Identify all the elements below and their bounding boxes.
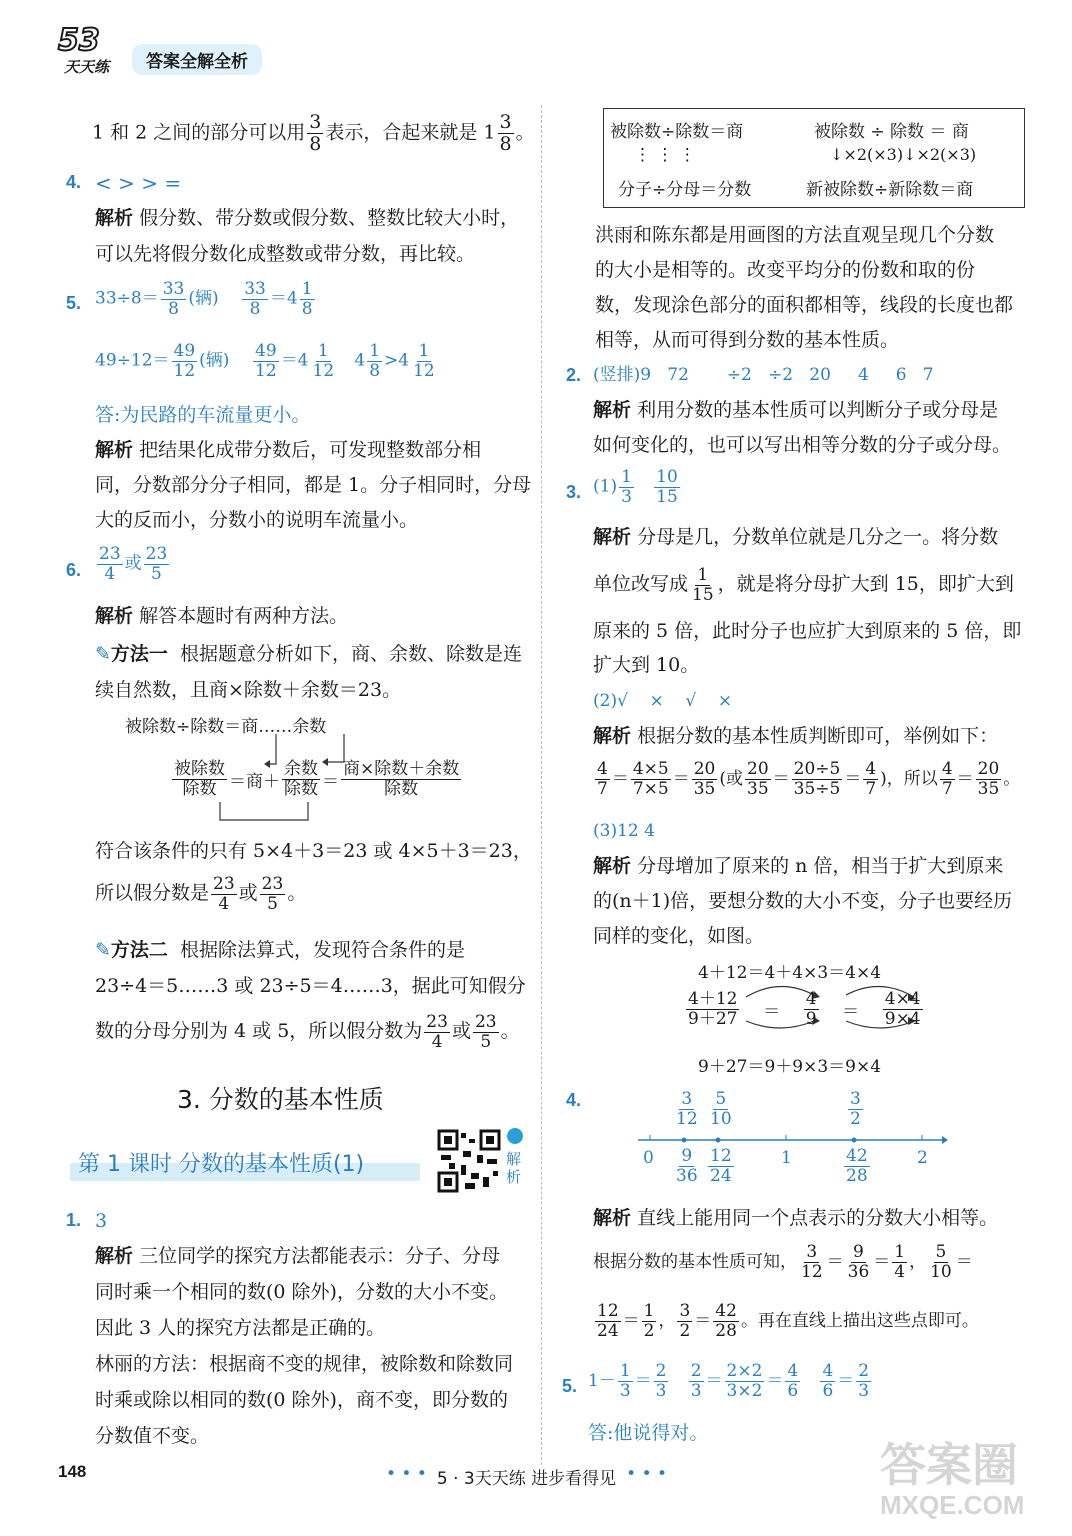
fig-top: 4＋12＝4＋4×3＝4×4	[698, 963, 882, 983]
comparison-box	[603, 108, 1025, 208]
nl-top-3: $\frac{3}{2}$	[850, 1089, 861, 1129]
q5-number: 5.	[66, 293, 82, 313]
r-q4-number: 4.	[566, 1090, 582, 1110]
q4-analysis: 解析 假分数、带分数或假分数、整数比较大小时，	[95, 207, 520, 229]
division-diagram-top: 被除数÷除数＝商……余数	[125, 717, 327, 737]
q5-line2: 49÷12＝ $\frac{49}{12}$ (辆) $\frac{49}{12}$ ＝4 $\frac{1}{12}$ 4 $\frac{1}{8}$ >4 $\frac{1}{12}$	[95, 341, 435, 381]
r-q3-equation: $\frac{4}{7}$ ＝ $\frac{4\times 5}{7\times 5}$ ＝ $\frac{20}{35}$ (或 $\frac{20}{35}$ ＝ $\frac{20\div 5}{35\div 5}$ ＝ $\frac{4}{7}$ )，所以 $\frac{4}{7}$ ＝ $\frac{20}{35}$ 。	[597, 759, 1021, 799]
q1-answer: 3	[95, 1210, 108, 1232]
box-row1-right: 被除数 ÷ 除数 ＝ 商	[814, 122, 969, 142]
q4-number: 4.	[66, 172, 82, 192]
fig-equation: $\frac{4+12}{9+27}$ ＝ $\frac{4}{9}$ ＝ $\frac{4\times 4}{9\times 4}$	[688, 989, 921, 1029]
footer-slogan-row	[386, 1464, 667, 1489]
q6-method1-l4: 所以假分数是 $\frac{23}{4}$ 或 $\frac{23}{5}$ 。	[95, 874, 307, 914]
page-number: 148	[58, 1462, 87, 1481]
point-three-halves	[852, 1138, 857, 1143]
intro-line: 1 和 2 之间的部分可以用 $\frac{3}{8}$ 表示，合起来就是 1 $\frac{3}{8}$ 。	[92, 111, 535, 155]
q6-method1: ✎方法一 根据题意分析如下，商、余数、除数是连	[95, 643, 523, 665]
r-q3-analysis-l4: 扩大到 10。	[593, 654, 700, 676]
r-q3-analysis3-l3: 同样的变化，如图。	[593, 925, 765, 947]
r-q5-number: 5.	[562, 1376, 578, 1396]
fig-bottom: 9＋27＝9＋9×3＝9×4	[698, 1057, 882, 1077]
q5-line1: 33÷8＝ $\frac{33}{8}$ (辆) $\frac{33}{8}$ ＝4 $\frac{1}{8}$	[95, 279, 313, 319]
box-row2-left: ⋮ ⋮ ⋮	[634, 145, 696, 165]
point-half	[716, 1138, 721, 1143]
q6-method2: ✎方法二 根据除法算式，发现符合条件的是	[95, 939, 466, 961]
svg-text:天天练: 天天练	[64, 58, 110, 76]
r-q3-analysis3: 解析 分母增加了原来的 n 倍，相当于扩大到原来	[593, 855, 1004, 877]
r-q4-analysis-l3: $\frac{12}{24}$ ＝ $\frac{1}{2}$ ， $\frac{3}{2}$ ＝ $\frac{42}{28}$ 。再在直线上描出这些点即可。	[597, 1301, 979, 1341]
r-q4-analysis-l2: 根据分数的基本性质可知， $\frac{3}{12}$ ＝ $\frac{9}{36}$ ＝ $\frac{1}{4}$ ， $\frac{5}{10}$ ＝	[593, 1242, 973, 1282]
r-q3-analysis-l3: 原来的 5 倍，此时分子也应扩大到原来的 5 倍，即	[593, 620, 1022, 642]
division-equation: $\frac{\text{被除数}}{\text{除数}}$ ＝商＋ $\frac{\text{余数}}{\text{除数}}$ ＝ $\frac{\text{商×除数＋余数}}{\text{除数}}$	[174, 759, 460, 799]
q1-analysis-l3: 因此 3 人的探究方法都是正确的。	[95, 1317, 386, 1339]
r-q3-analysis3-l2: 的(n＋1)倍，要想分数的大小不变，分子也要经历	[593, 890, 1013, 912]
nl-tick-2: 2	[917, 1148, 928, 1168]
q6-method2-l2: 23÷4＝5……3 或 23÷5＝4……3，据此可知假分	[95, 975, 526, 997]
box-row3-right: 新被除数÷新除数＝商	[806, 180, 974, 200]
point-quarter	[682, 1138, 687, 1143]
nl-bottom-3: $\frac{42}{28}$	[846, 1146, 868, 1186]
svg-text:53: 53	[58, 23, 100, 58]
box-row1-left: 被除数÷除数＝商	[610, 122, 744, 142]
r-q3-part3: (3)12 4	[593, 821, 655, 841]
q6-analysis: 解析 解答本题时有两种方法。	[95, 605, 349, 627]
play-icon[interactable]	[507, 1128, 523, 1144]
r-q2-analysis-l2: 如何变化的，也可以写出相等分数的分子或分母。	[593, 434, 1012, 456]
section-title: 3. 分数的基本性质	[177, 1085, 384, 1114]
q6-method2-l3: 数的分母分别为 4 或 5，所以假分数为 $\frac{23}{4}$ 或 $\frac{23}{5}$ 。	[95, 1012, 520, 1052]
nl-tick-0: 0	[643, 1148, 654, 1168]
nl-bottom-2: $\frac{12}{24}$	[710, 1146, 732, 1186]
para-l4: 相等，从而可得到分数的基本性质。	[595, 329, 900, 351]
box-row3-left: 分子÷分母＝分数	[618, 180, 752, 200]
q4-answer: < > > =	[95, 171, 182, 195]
qr-label: 解析	[506, 1150, 522, 1186]
nl-top-1: $\frac{3}{12}$	[676, 1089, 698, 1129]
r-q5-equation: 1－ $\frac{1}{3}$ ＝ $\frac{2}{3}$ $\frac{2}{3}$ ＝ $\frac{2\times 2}{3\times 2}$ ＝ $\frac{4}{6}$ $\frac{4}{6}$ ＝ $\frac{2}{3}$	[588, 1361, 870, 1401]
q1-analysis-l6: 分数值不变。	[95, 1425, 210, 1447]
q4-analysis-l2: 可以先将假分数化成整数或带分数，再比较。	[95, 243, 476, 265]
footer-slogan: 5 · 3天天练 进步看得见	[436, 1469, 617, 1489]
nl-top-2: $\frac{5}{10}$	[710, 1089, 732, 1129]
r-q2-answer: (竖排)9 72 ÷2 ÷2 20 4 6 7	[593, 365, 934, 385]
q1-analysis-l5: 时乘或除以相同的数(0 除外)，商不变，即分数的	[95, 1389, 508, 1411]
q6-method1-l3: 符合该条件的只有 5×4＋3＝23 或 4×5＋3＝23，	[95, 840, 532, 862]
r-q3-analysis-l2: 单位改写成 $\frac{1}{15}$ ，就是将分母扩大到 15，即扩大到	[593, 565, 1014, 605]
para-l3: 数，发现涂色部分的面积都相等，线段的长度也都	[595, 294, 1014, 316]
r-q5-answer: 答:他说得对。	[588, 1422, 709, 1444]
r-q3-part1: (1) $\frac{1}{3}$ $\frac{10}{15}$	[593, 467, 678, 507]
para-l2: 的大小是相等的。改变平均分的份数和取的份	[595, 259, 976, 281]
lesson-header	[70, 1145, 420, 1181]
q1-analysis-l2: 同时乘一个相同的数(0 除外)，分数的大小不变。	[95, 1281, 508, 1303]
header-tag: 答案全解全析	[132, 44, 262, 75]
q1-analysis-l4: 林丽的方法：根据商不变的规律，被除数和除数同	[95, 1353, 514, 1375]
q5-analysis-l2: 同，分数部分分子相同，都是 1。分子相同时，分母	[95, 474, 532, 496]
box-row2-right: ↓×2(×3)↓×2(×3)	[830, 145, 977, 164]
nl-tick-1: 1	[781, 1148, 792, 1168]
nl-bottom-1: $\frac{9}{36}$	[676, 1146, 698, 1186]
q6-answer: $\frac{23}{4}$ 或 $\frac{23}{5}$	[99, 544, 168, 584]
method-icon: ✎	[95, 939, 111, 961]
q6-method1-l2: 续自然数，且商×除数＋余数＝23。	[95, 679, 402, 701]
logo-53	[56, 20, 126, 76]
q6-number: 6.	[66, 560, 82, 580]
qr-code[interactable]	[437, 1129, 501, 1193]
r-q3-part2: (2)√ × √ ×	[593, 691, 733, 711]
r-q3-analysis2: 解析 根据分数的基本性质判断即可，举例如下：	[593, 725, 999, 747]
q1-number: 1.	[66, 1210, 82, 1230]
r-q4-analysis: 解析 直线上能用同一个点表示的分数大小相等。	[593, 1207, 999, 1229]
para-l1: 洪雨和陈东都是用画图的方法直观呈现几个分数	[595, 224, 995, 246]
method-icon: ✎	[95, 643, 111, 665]
r-q3-analysis: 解析 分母是几，分数单位就是几分之一。将分数	[593, 526, 999, 548]
q1-analysis: 解析 三位同学的探究方法都能表示：分子、分母	[95, 1245, 501, 1267]
footer-dots-left: • • •	[386, 1464, 427, 1484]
r-q3-number: 3.	[566, 482, 582, 502]
r-q2-number: 2.	[566, 365, 582, 385]
column-divider	[541, 105, 542, 1465]
q5-analysis: 解析 把结果化成带分数后，可发现整数部分相	[95, 439, 482, 461]
footer-dots-right: • • •	[626, 1464, 668, 1484]
lesson-title: 第 1 课时 分数的基本性质(1)	[78, 1152, 365, 1177]
q5-analysis-l3: 大的反而小，分数小的说明车流量小。	[95, 509, 419, 531]
watermark: 答案圈 MXQE.COM	[880, 1438, 1025, 1520]
r-q2-analysis: 解析 利用分数的基本性质可以判断分子或分母是	[593, 399, 999, 421]
q5-answer: 答:为民路的车流量更小。	[95, 404, 311, 426]
